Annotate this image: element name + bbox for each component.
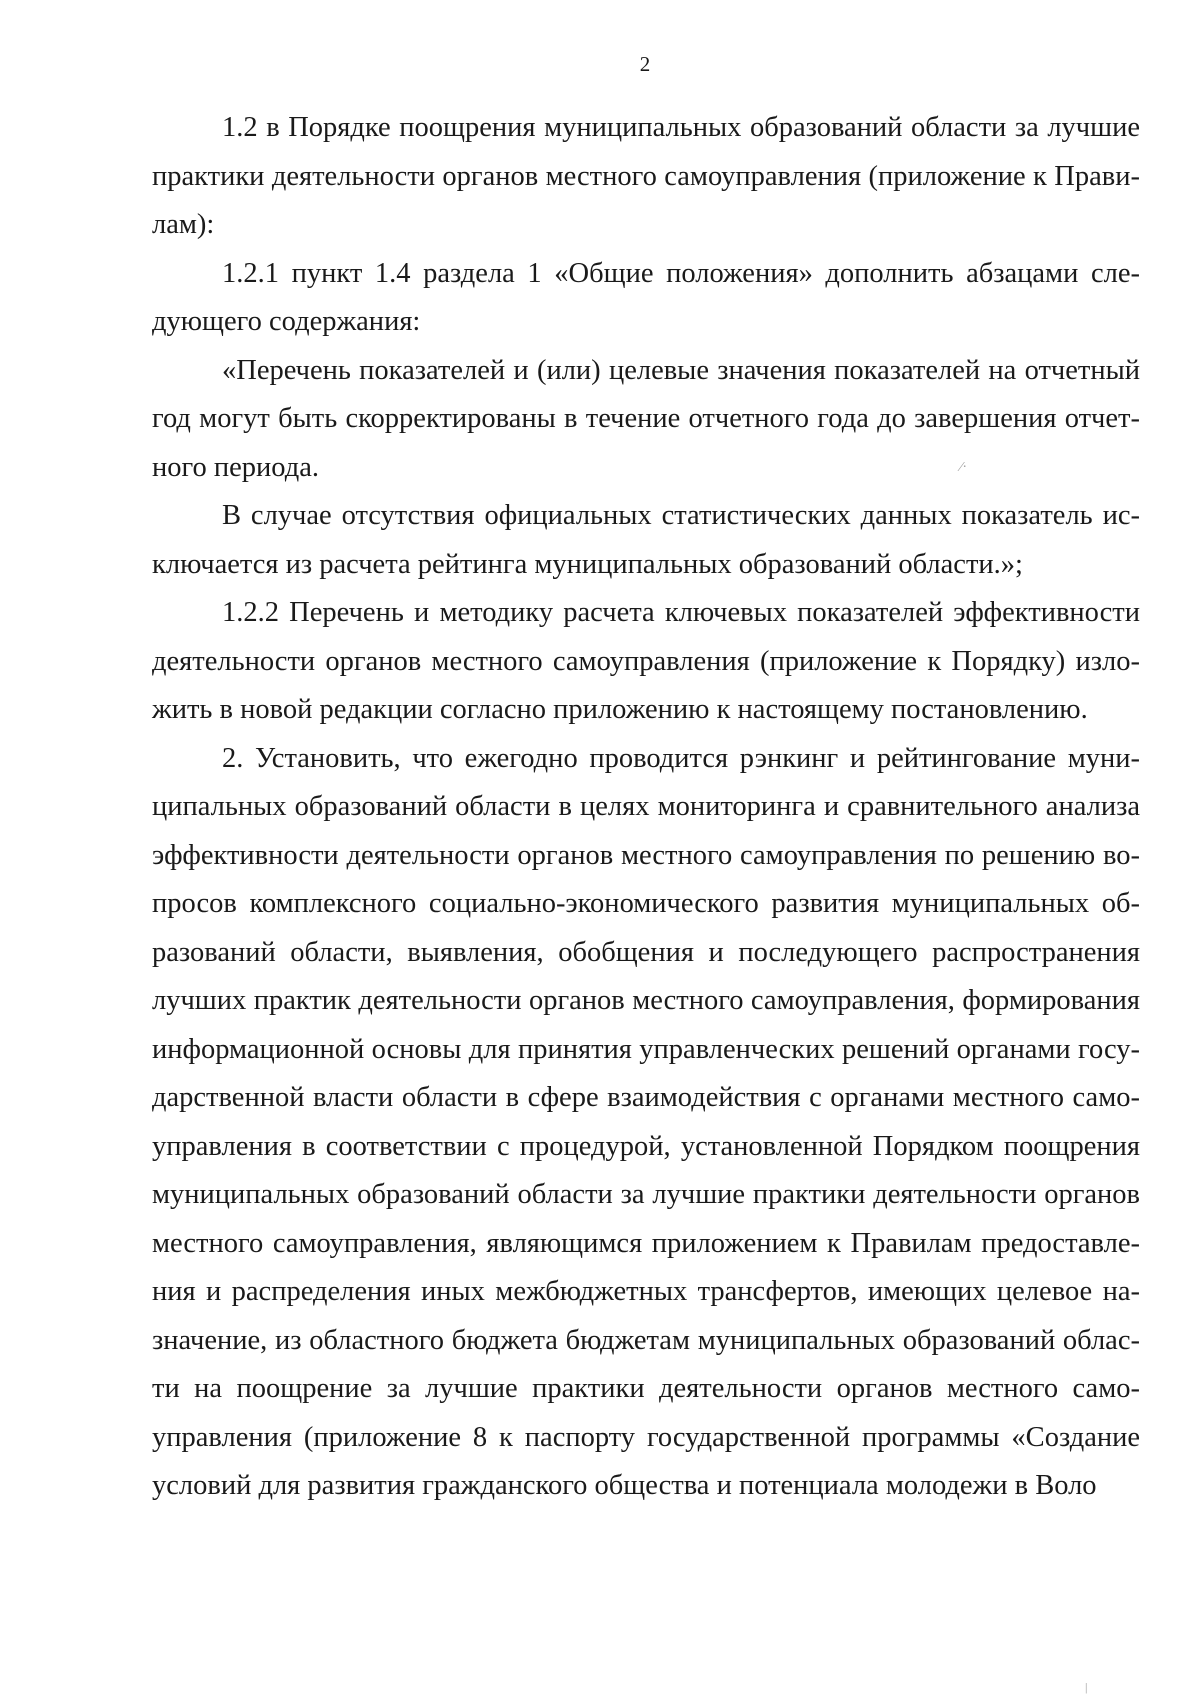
paragraph-1-2-1: 1.2.1 пункт 1.4 раздела 1 «Общие положения» дополнить абзацами следующего содержания: [152,257,1140,337]
scan-speck: ⁄· [960,460,967,475]
paragraph-1-2-2: 1.2.2 Перечень и методику расчета ключевых показателей эффективности деятельности органов местного самоуправления (приложение к Порядку) изложить в новой редакции согласно приложению к настоящему постановлению. [152,597,1140,725]
paragraph-1-2: 1.2 в Порядке поощрения муниципальных образований области за лучшие практики деятельности органов местного самоуправления (приложение к Правилам): [152,112,1140,240]
paragraph-quote-indicators: «Перечень показателей и (или) целевые значения показателей на отчетный год могут быть скорректированы в течение отчетного года до завершения отчетного периода. [152,354,1140,483]
document-body [152,104,1140,1511]
page-number: 2 [639,52,651,76]
scan-speck: | [1085,1680,1088,1694]
paragraph-quote-statistics: В случае отсутствия официальных статистических данных показатель исключается из расчета рейтинга муниципальных образований области.»; [152,500,1140,580]
paragraph-2: 2. Установить, что ежегодно проводится рэнкинг и рейтингование муниципальных образований области в целях мониторинга и сравнительного анализа эффективности деятельности органов местного самоуправления по решению вопросов комплексного социально-экономического развития муниципальных образований области, выявления, обобщения и последующего распространения лучших практик деятельности органов местного самоуправления, формирования информационной основы для принятия управленческих решений органами государственной власти области в сфере взаимодействия с органами местного самоуправления в соответствии с процедурой, установленной Порядком поощрения муниципальных образований области за лучшие практики деятельности органов местного самоуправления, являющимся приложением к Правилам предоставления и распределения иных межбюджетных трансфертов, имеющих целевое назначение, из областного бюджета бюджетам муниципальных образований области на поощрение за лучшие практики деятельности органов местного самоуправления (приложение 8 к паспорту государственной программы «Создание условий для развития гражданского общества и потенциала молодежи в Воло [152,742,1140,1501]
